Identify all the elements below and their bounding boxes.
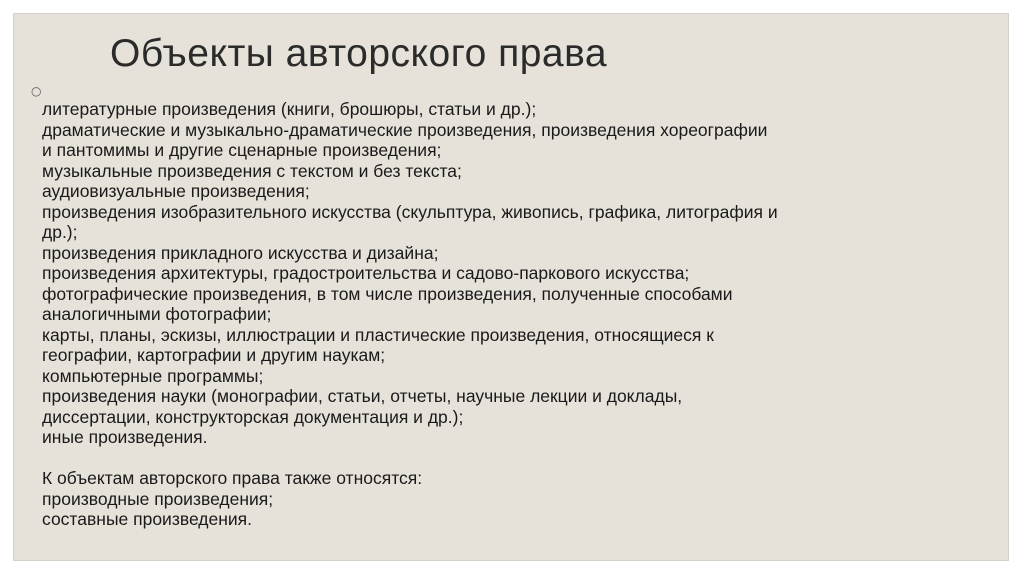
slide <box>14 14 1008 560</box>
body-line: диссертации, конструкторская документация и др.); <box>42 406 464 427</box>
body-line: аналогичными фотографии; <box>42 304 272 324</box>
extra-line: составные произведения. <box>42 509 253 529</box>
extra-line: производные произведения; <box>42 488 274 509</box>
body-line: географии, картографии и другим наукам; <box>42 345 386 365</box>
body-line: и пантомимы и другие сценарные произведения; <box>42 140 442 160</box>
body-line: драматические и музыкально-драматические произведения, произведения хореографии <box>42 119 768 140</box>
body-line: музыкальные произведения с текстом и без текста; <box>42 160 462 181</box>
bullet-circle-icon: ○ <box>31 84 42 98</box>
body-line: компьютерные программы; <box>42 365 264 386</box>
body-line: аудиовизуальные произведения; <box>42 181 310 201</box>
extra-line: К объектам авторского права также относятся: <box>42 468 423 488</box>
body-line: карты, планы, эскизы, иллюстрации и пластические произведения, относящиеся к <box>42 324 714 345</box>
body-line: произведения прикладного искусства и дизайна; <box>42 242 439 263</box>
body-line: произведения архитектуры, градостроительства и садово-паркового искусства; <box>42 263 690 283</box>
paragraph-gap <box>42 448 942 469</box>
slide-title: Объекты авторского права <box>110 32 608 75</box>
body-line: др.); <box>42 222 78 242</box>
body-line: произведения изобразительного искусства (скульптура, живопись, графика, литография и <box>42 201 778 222</box>
body-line: иные произведения. <box>42 427 208 447</box>
slide-body <box>42 99 942 530</box>
body-line: произведения науки (монографии, статьи, отчеты, научные лекции и доклады, <box>42 386 683 406</box>
body-line: фотографические произведения, в том числе произведения, полученные способами <box>42 283 733 304</box>
body-line: литературные произведения (книги, брошюры, статьи и др.); <box>42 99 537 119</box>
